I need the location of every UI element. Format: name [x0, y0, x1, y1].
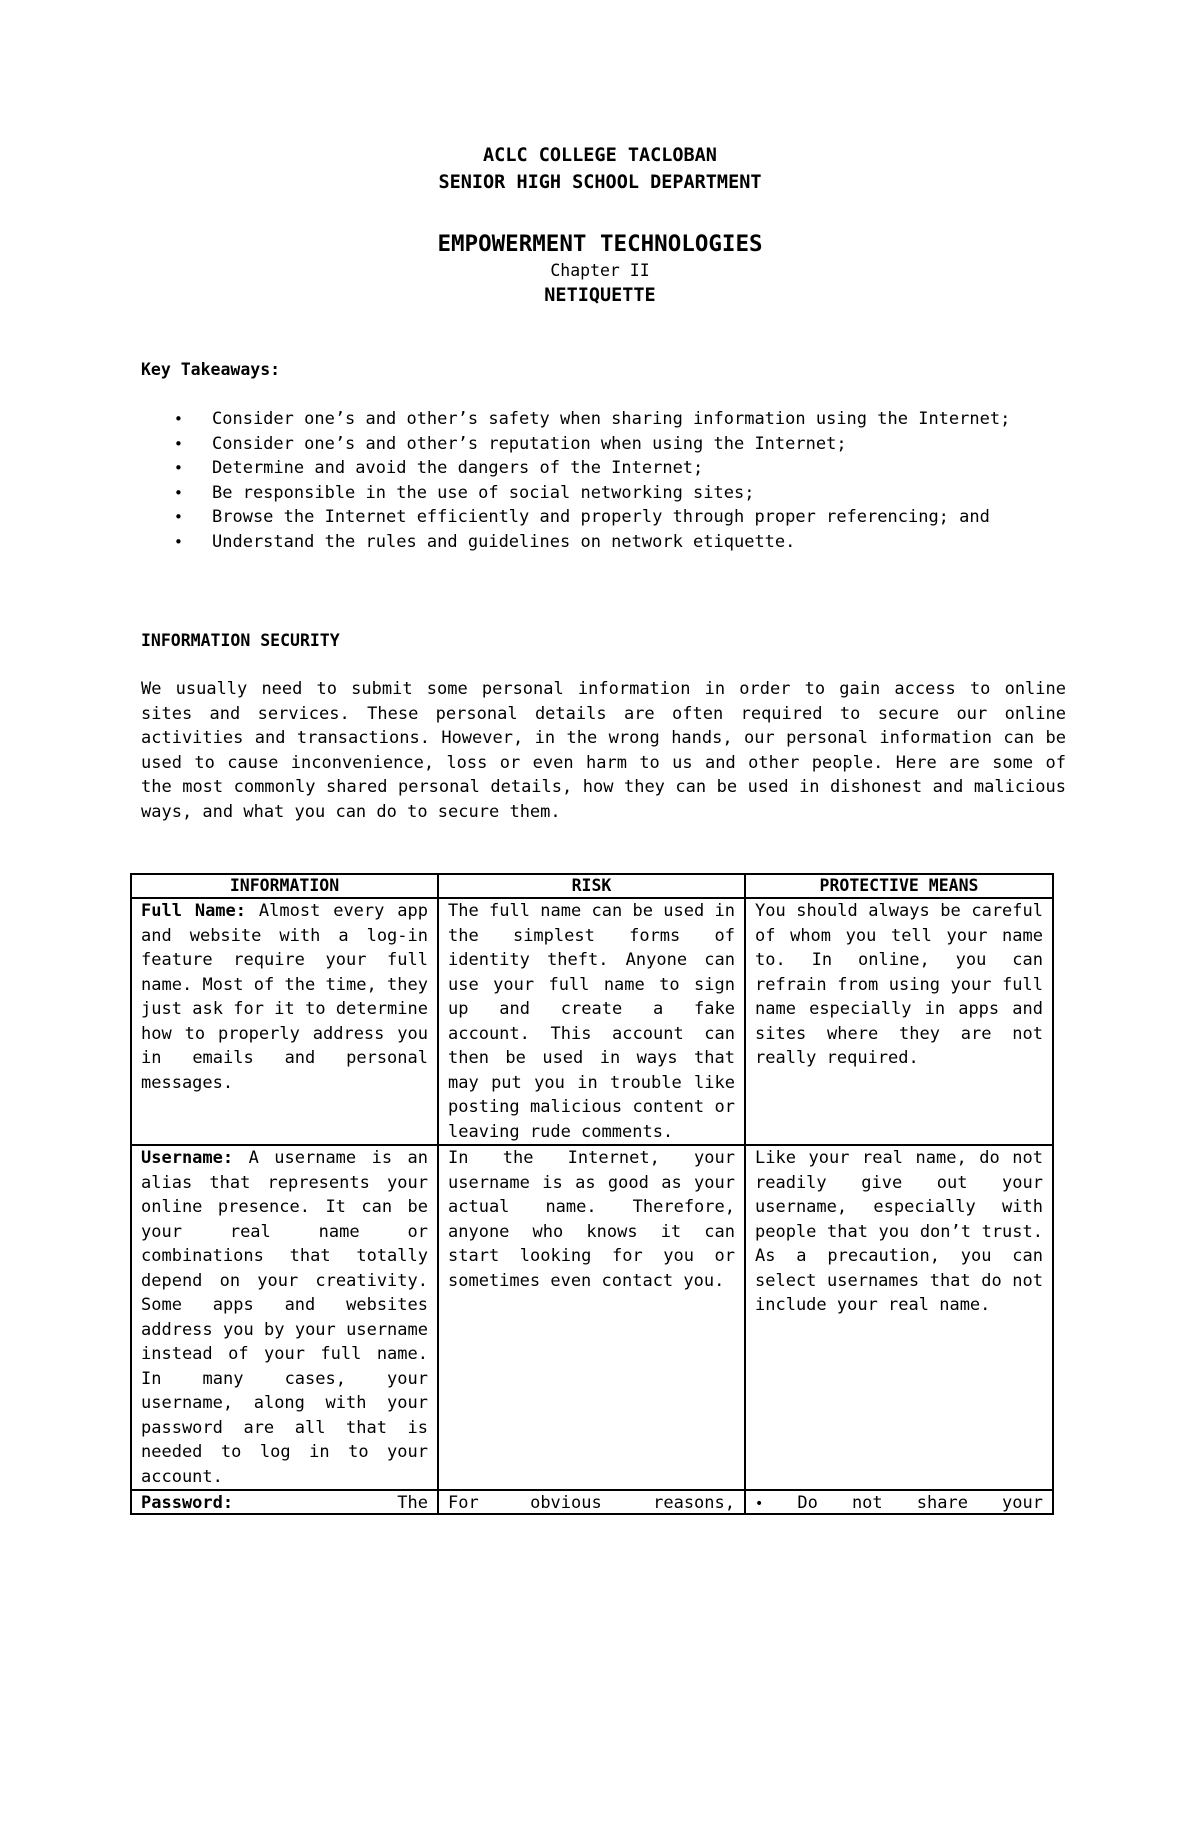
- key-takeaways-list: [141, 407, 1066, 554]
- information-text: The: [397, 1493, 428, 1513]
- information-cell: [131, 1145, 438, 1490]
- table-row: [131, 1490, 1053, 1514]
- chapter-title: NETIQUETTE: [544, 285, 656, 306]
- protective-means-cell: You should always be careful of whom you tell your name to. In online, you can refrain from using your full name especially in apps and sites where they are not really required.: [745, 898, 1053, 1145]
- list-item: • Consider one’s and other’s reputation when using the Internet;: [141, 432, 1066, 457]
- bullet-icon: •: [174, 483, 183, 502]
- column-header-risk: RISK: [438, 874, 745, 898]
- list-item: • Consider one’s and other’s safety when sharing information using the Internet;: [141, 407, 1066, 432]
- subject-title: EMPOWERMENT TECHNOLOGIES: [437, 231, 763, 257]
- bullet-icon: •: [174, 434, 183, 453]
- table-row: [131, 1145, 1053, 1490]
- protective-means-cell: • Do not share your: [745, 1490, 1053, 1514]
- bullet-icon: •: [174, 459, 183, 477]
- information-label: Password:: [141, 1493, 234, 1513]
- key-takeaways-label: Key Takeaways:: [141, 360, 281, 379]
- school-name: ACLC COLLEGE TACLOBAN: [483, 145, 717, 166]
- bullet-icon: •: [755, 1496, 764, 1512]
- risk-cell: For obvious reasons,: [438, 1490, 745, 1514]
- information-security-intro: We usually need to submit some personal information in order to gain access to online sites and services. These personal details are often required to secure our online activities and transactions. However, in the wrong hands, our personal information can be used to cause inconvenience, loss or even harm to us and other people. Here are some of the most commonly shared personal details, how they can be used in dishonest and malicious ways, and what you can do to secure them.: [141, 679, 1066, 822]
- information-cell: [131, 1490, 438, 1514]
- department-name: SENIOR HIGH SCHOOL DEPARTMENT: [438, 172, 762, 193]
- list-item: • Understand the rules and guidelines on network etiquette.: [141, 530, 1066, 555]
- table-row: [131, 898, 1053, 1145]
- risk-cell: In the Internet, your username is as good as your actual name. Therefore, anyone who knows it can start looking for you or sometimes even contact you.: [438, 1145, 745, 1490]
- bullet-icon: •: [174, 508, 183, 526]
- information-text: Almost every app and website with a log-in feature require your full name. Most of the time, they just ask for it to determine how to properly address you in emails and personal messages.: [141, 901, 428, 1093]
- column-header-protective-means: PROTECTIVE MEANS: [745, 874, 1053, 898]
- protective-means-cell: Like your real name, do not readily give out your username, especially with people that you don’t trust. As a precaution, you can select usernames that do not include your real name.: [745, 1145, 1053, 1490]
- list-item: • Determine and avoid the dangers of the Internet;: [141, 456, 1066, 481]
- information-cell: [131, 898, 438, 1145]
- information-risk-table: [130, 873, 1054, 1515]
- chapter-number: Chapter II: [550, 261, 650, 280]
- information-text: A username is an alias that represents your online presence. It can be your real name or combinations that totally depend on your creativity. Some apps and websites address you by your username instead of your full name. In many cases, your username, along with your password are all that is needed to log in to your account.: [141, 1148, 428, 1487]
- list-item: • Browse the Internet efficiently and properly through proper referencing; and: [141, 505, 1066, 530]
- information-label: Full Name:: [141, 901, 247, 921]
- column-header-information: INFORMATION: [131, 874, 438, 898]
- list-item: • Be responsible in the use of social networking sites;: [141, 481, 1066, 506]
- bullet-icon: •: [174, 410, 183, 428]
- table-header-row: [131, 874, 1053, 898]
- information-security-heading: INFORMATION SECURITY: [141, 631, 340, 650]
- bullet-icon: •: [174, 532, 183, 551]
- risk-cell: The full name can be used in the simplest forms of identity theft. Anyone can use your full name to sign up and create a fake account. This account can then be used in ways that may put you in trouble like posting malicious content or leaving rude comments.: [438, 898, 745, 1145]
- information-label: Username:: [141, 1148, 234, 1168]
